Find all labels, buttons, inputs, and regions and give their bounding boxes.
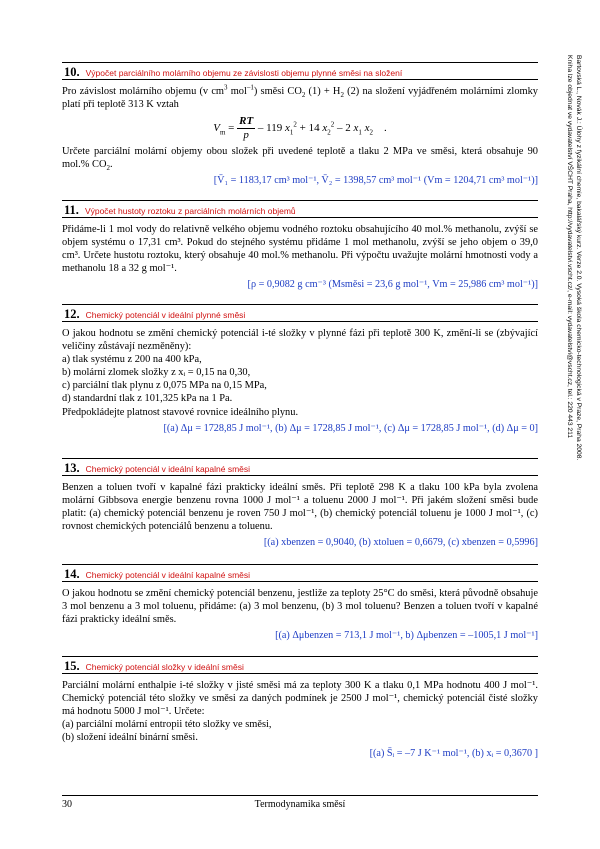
- page-number: 30: [62, 799, 72, 810]
- answer: [(a) Δμ = 1728,85 J mol⁻¹, (b) Δμ = 1728,85 J mol⁻¹, (c) Δμ = 1728,85 J mol⁻¹, (d) Δμ = 0]: [163, 422, 538, 434]
- list-item: b) molární zlomek složky z xᵢ = 0,15 na 0,30,: [62, 367, 251, 379]
- problem-title: Chemický potenciál v ideální plynné směsi: [85, 310, 246, 320]
- problem-number: 12.: [64, 307, 80, 321]
- problem-11: [62, 200, 538, 291]
- citation-line-2: Kniha lze objednat ve vydavatelství VŠCHT Praha, http://vydavatelstvi.vscht.cz/, e-mail: vydavatelstvi@vscht.cz, tel.: 220 443 211: [566, 55, 573, 439]
- problem-number: 14.: [64, 567, 80, 581]
- problem-header: [62, 564, 538, 582]
- problem-number: 13.: [64, 461, 80, 475]
- problem-10: [62, 62, 538, 187]
- answer: [ρ = 0,9082 g cm⁻³ (Msměsi = 23,6 g mol⁻¹, Vm = 25,986 cm³ mol⁻¹)]: [247, 279, 538, 291]
- problem-12: [62, 304, 538, 435]
- problem-text: Pro závislost molárního objemu (v $cm^3$ mol$^{-1}$) směsi $CO_2$ $(1) + H_2$ (2) na složení vyjádřeném molárními zlomky platí při teplotě 313 K vztah $V_m$ = $\frac{RT}{p}$ – 119 $x_1^2 + 14$ $x_2^2 - 2$ $x_1$ $x_2$ . Určete parciální molární objemy obou složek při uvedené teplotě a tlaku 2 MPa ve směsi, která obsahuje 90 mol.% $CO_2$.: [62, 83, 538, 173]
- problem-text: Parciální molární enthalpie i-té složky v jisté směsi má za teploty 300 K a tlaku 0,1 MPa hodnotu 400 J mol⁻¹. Chemický potenciál této složky ve směsi za daných podmínek je 2500 J mol⁻¹, chemický potenciál čisté složky má hodnotu 5000 J mol⁻¹. Určete: (a) parciální molární entropii této složky ve směsi, (b) složení ideální binární směsi.: [62, 680, 538, 744]
- answer: [V̄₁ = 1183,17 cm³ mol⁻¹, V̄₂ = 1398,57 cm³ mol⁻¹ (Vm = 1204,71 cm³ mol⁻¹)]: [213, 175, 538, 187]
- problem-title: Chemický potenciál v ideální kapalné směsi: [85, 570, 251, 580]
- problem-text: O jakou hodnotu se změní chemický potenciál benzenu, jestliže za teploty 25°C do směsi, která původně obsahuje 3 mol benzenu a 3 mol toluenu, přidáme: (a) 3 mol benzenu, (b) 3 mol toluenu? Benzen a toluen tvoří v kapalné fázi prakticky ideální směs.: [62, 588, 538, 626]
- problem-text: O jakou hodnotu se změní chemický potenciál i-té složky v plynné fázi při teplotě 300 K, změní-li se (zbývající veličiny zůstávají nezměněny): a) tlak systému z 200 na 400 kPa, b) molární zlomek složky z xᵢ = 0,15 na 0,30, c) parciální tlak plynu z 0,075 MPa na 0,15 MPa, d) standardní tlak z 101,325 kPa na 1 Pa. Předpokládejte platnost stavové rovnice ideálního plynu.: [62, 328, 538, 418]
- problem-text: Přidáme-li 1 mol vody do relativně velkého objemu vodného roztoku obsahujícího 40 mol.% methanolu, zvýší se objem systému o 17,31 cm³. Pokud do stejného systému přidáme 1 mol methanolu, zvýší se jeho objem o 39,0 cm³. Určete hustotu roztoku, který obsahuje 40 mol.% methanolu. Při výpočtu uvažujte molární hmotnosti vody a methanolu 18 a 32 g mol⁻¹.: [62, 224, 538, 275]
- page-footer: [62, 795, 538, 810]
- problem-header: [62, 458, 538, 476]
- problem-header: [62, 304, 538, 322]
- list-item: (b) složení ideální binární směsi.: [62, 732, 198, 744]
- citation-line-1: Bartovská L., Novák J.: Úlohy z fyzikální chemie, bakalářský kurz. Verze 2.0. Vysoká škola chemicko-technologická v Praze, Praha 2008.: [575, 55, 582, 461]
- problem-number: 10.: [64, 65, 80, 79]
- molar-volume-formula: $V_m$ = $\frac{RT}{p}$ – 119 $x_1^2 + 14$ $x_2^2 - 2$ $x_1$ $x_2$ .: [213, 115, 387, 142]
- problem-title: Chemický potenciál složky v ideální směsi: [85, 662, 244, 672]
- problem-header: [62, 62, 538, 80]
- answer: [(a) S̄ᵢ = –7 J K⁻¹ mol⁻¹, (b) xᵢ = 0,3670 ]: [369, 748, 538, 760]
- problem-title: Výpočet hustoty roztoku z parciálních molárních objemů: [84, 206, 296, 216]
- problem-header: [62, 656, 538, 674]
- problem-number: 11.: [64, 203, 79, 217]
- list-item: (a) parciální molární entropii této složky ve směsi,: [62, 719, 272, 731]
- list-item: a) tlak systému z 200 na 400 kPa,: [62, 354, 202, 366]
- problem-15: [62, 656, 538, 760]
- problem-title: Výpočet parciálního molárního objemu ze závislosti objemu plynné směsi na složení: [85, 68, 403, 78]
- problem-number: 15.: [64, 659, 80, 673]
- side-citation: [553, 55, 583, 665]
- answer: [(a) Δμbenzen = 713,1 J mol⁻¹, b) Δμbenzen = –1005,1 J mol⁻¹]: [275, 630, 538, 642]
- problem-14: [62, 564, 538, 642]
- list-item: c) parciální tlak plynu z 0,075 MPa na 0,15 MPa,: [62, 380, 267, 392]
- footer-title: Termodynamika směsí: [254, 799, 346, 810]
- list-item: d) standardní tlak z 101,325 kPa na 1 Pa.: [62, 393, 233, 405]
- problem-title: Chemický potenciál v ideální kapalné směsi: [85, 464, 251, 474]
- problem-13: [62, 458, 538, 549]
- problem-header: [62, 200, 538, 218]
- problem-text: Benzen a toluen tvoří v kapalné fázi prakticky ideální směs. Při teplotě 298 K a tlaku 100 kPa byla zvolena molární Gibbsova energie benzenu rovna 1000 J mol⁻¹ a toluenu 2000 J mol⁻¹. Při jakém složení směsi bude platit: (a) chemický potenciál benzenu je roven 750 J mol⁻¹, (b) chemický potenciál toluenu je 1000 J mol⁻¹, (c) rovnost chemických potenciálů benzenu a toluenu.: [62, 482, 538, 533]
- answer: [(a) xbenzen = 0,9040, (b) xtoluen = 0,6679, (c) xbenzen = 0,5996]: [263, 537, 538, 549]
